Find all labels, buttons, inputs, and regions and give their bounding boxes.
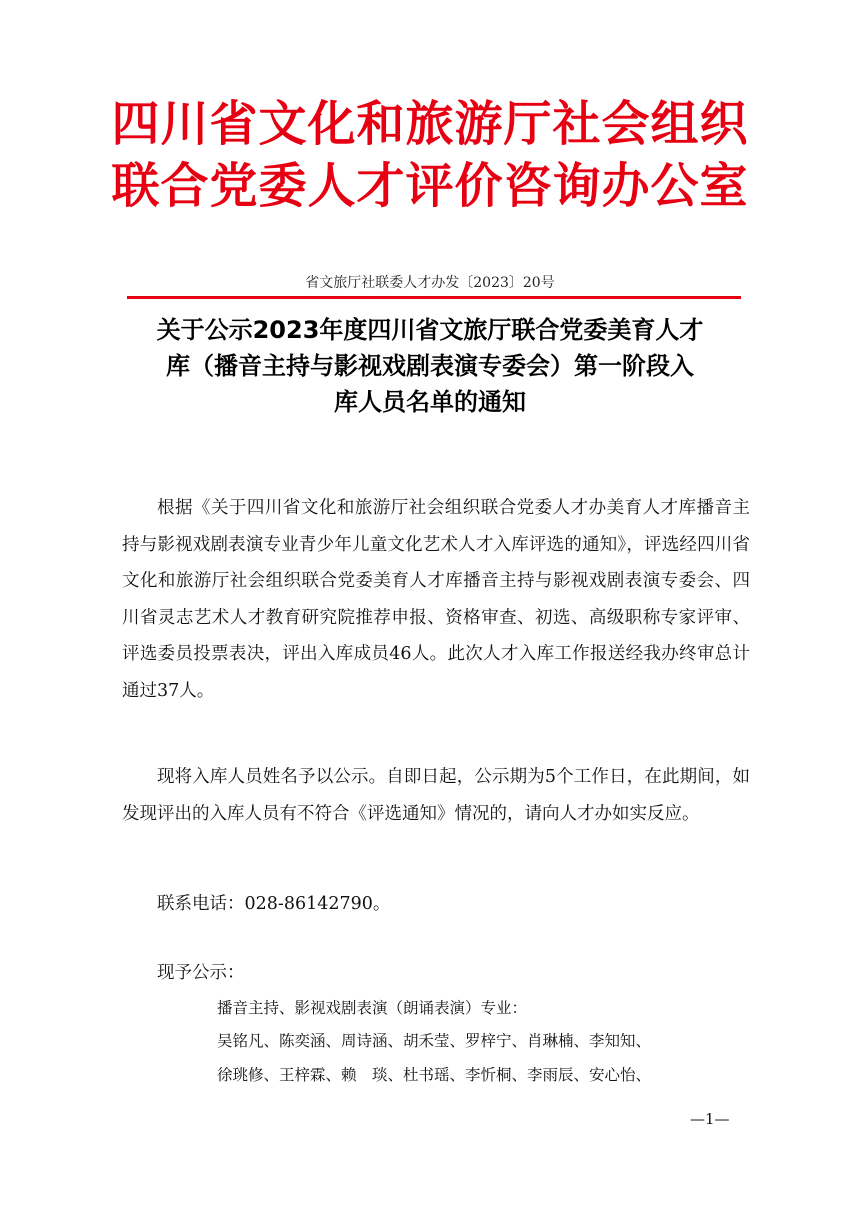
names-text: 徐珧修、王梓霖、赖 琰、杜书瑶、李忻桐、李雨辰、安心怡、 <box>217 1066 652 1084</box>
issuer-title-line1: 四川省文化和旅游厅社会组织 <box>111 96 749 152</box>
notice-title-line1: 关于公示2023年度四川省文旅厅联合党委美育人才 <box>156 316 704 344</box>
body-paragraph-2 <box>122 759 750 832</box>
contact-line <box>122 886 750 923</box>
contact-text: 联系电话：028-86142790。 <box>157 894 391 914</box>
notice-title <box>100 312 760 420</box>
paragraph-text: 现将入库人员姓名予以公示。自即日起，公示期为5个工作日，在此期间，如发现评出的入库人员有不符合《评选通知》情况的，请向人才办如实反应。 <box>122 767 750 824</box>
major-heading <box>217 991 757 1025</box>
names-text: 吴铭凡、陈奕涵、周诗涵、胡禾莹、罗梓宁、肖琳楠、李知知、 <box>217 1032 652 1050</box>
paragraph-text: 根据《关于四川省文化和旅游厅社会组织联合党委人才办美育人才库播音主持与影视戏剧表演专业青少年儿童文化艺术人才入库评选的通知》，评选经四川省文化和旅游厅社会组织联合党委美育人才库播音主持与影视戏剧表演专委会、四川省灵志艺术人才教育研究院推荐申报、资格审查、初选、高级职称专家评审、评选委员投票表决，评出入库成员46人。此次人才入库工作报送经我办终审总计通过37人。 <box>122 498 750 701</box>
issuer-title-line2: 联合党委人才评价咨询办公室 <box>111 158 749 214</box>
names-row-2 <box>217 1058 757 1092</box>
announce-line <box>122 955 750 992</box>
document-number: 省文旅厅社联委人才办发〔2023〕20号 <box>305 275 555 291</box>
major-text: 播音主持、影视戏剧表演（朗诵表演）专业： <box>217 999 528 1017</box>
notice-title-line2: 库（播音主持与影视戏剧表演专委会）第一阶段入 <box>166 352 694 380</box>
body-paragraph-1 <box>122 490 750 709</box>
red-divider <box>127 296 741 299</box>
names-row-1 <box>217 1024 757 1058</box>
notice-title-line3: 库人员名单的通知 <box>334 388 526 416</box>
page-number: —1— <box>690 1110 730 1128</box>
announce-text: 现予公示： <box>157 963 245 983</box>
